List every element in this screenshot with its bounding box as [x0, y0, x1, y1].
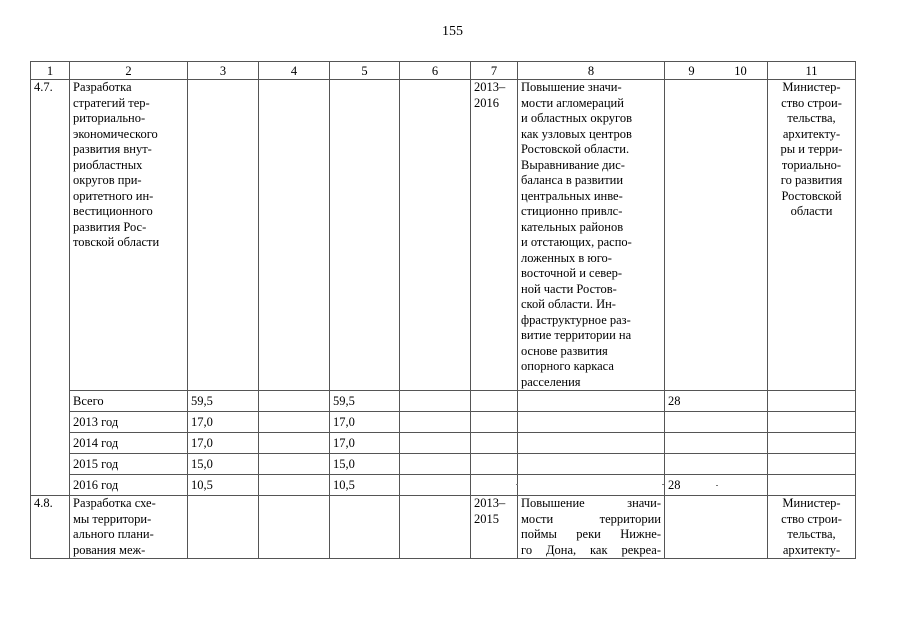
- financing-col5: 17,0: [330, 433, 400, 454]
- empty-cell: [471, 454, 518, 475]
- empty-cell: [259, 496, 330, 559]
- executor-cell: [768, 496, 856, 559]
- financing-col5: 15,0: [330, 454, 400, 475]
- table-row: [31, 80, 856, 391]
- empty-cell: [518, 433, 665, 454]
- empty-cell: [259, 391, 330, 412]
- text-line: кательных районов: [521, 219, 624, 234]
- page-number: 155: [442, 24, 463, 39]
- empty-cell: [768, 454, 856, 475]
- text-line: архитекту-: [782, 542, 841, 557]
- financing-col3: 17,0: [188, 433, 259, 454]
- text-line: тельства,: [787, 527, 836, 541]
- empty-cell: [400, 80, 471, 391]
- text-line: Министер-: [782, 496, 841, 510]
- text-line: Министер-: [782, 80, 841, 94]
- text-line: 2016: [474, 95, 499, 110]
- text-line: как узловых центров: [521, 126, 632, 141]
- text-line: Разработка: [73, 80, 132, 94]
- text-line: ной части Ростов-: [521, 281, 617, 296]
- header-col-10: 10: [734, 64, 747, 78]
- text-line: 2013–: [474, 496, 506, 510]
- empty-cell: [471, 412, 518, 433]
- period-cell: [471, 80, 518, 391]
- text-line: Повышение значи-: [521, 80, 622, 94]
- empty-cell: [400, 433, 471, 454]
- scan-speck: [516, 484, 518, 485]
- text-line: ство строи-: [781, 95, 842, 110]
- empty-cell: [330, 496, 400, 559]
- text-line: го развития: [780, 173, 843, 187]
- row-number: 4.7.: [31, 80, 70, 496]
- empty-cell: [518, 454, 665, 475]
- text-line: мости территории: [521, 511, 661, 526]
- financing-row: [31, 433, 856, 454]
- financing-col3: 17,0: [188, 412, 259, 433]
- empty-cell: [518, 391, 665, 412]
- empty-cell: [259, 433, 330, 454]
- header-col-9: 9: [688, 64, 695, 78]
- financing-label: Всего: [70, 391, 188, 412]
- text-line: риобластных: [73, 157, 143, 172]
- text-line: ской области. Ин-: [521, 297, 616, 311]
- financing-col9: 28: [665, 391, 768, 412]
- empty-cell: [768, 433, 856, 454]
- empty-cell: [400, 454, 471, 475]
- financing-row: [31, 391, 856, 412]
- empty-cell: [259, 454, 330, 475]
- text-line: центральных инве-: [521, 188, 623, 203]
- empty-cell: [768, 475, 856, 496]
- header-col-6: 6: [400, 62, 471, 80]
- financing-col9: [665, 412, 768, 433]
- text-line: расселения: [521, 374, 581, 389]
- text-line: области: [790, 204, 833, 218]
- empty-cell: [188, 80, 259, 391]
- financing-label: 2014 год: [70, 433, 188, 454]
- financing-row: [31, 412, 856, 433]
- header-col-11: 11: [768, 62, 856, 80]
- empty-cell: [259, 412, 330, 433]
- financing-col9: 28: [665, 475, 768, 496]
- empty-cell: [471, 391, 518, 412]
- header-row: [31, 62, 856, 80]
- text-line: и отстающих, распо-: [521, 235, 632, 249]
- text-line: и областных округов: [521, 111, 632, 125]
- text-line: товской области: [73, 235, 160, 249]
- empty-cell: [471, 433, 518, 454]
- expected-result: [518, 80, 665, 391]
- financing-label: 2015 год: [70, 454, 188, 475]
- empty-cell: [400, 496, 471, 559]
- financing-col3: 15,0: [188, 454, 259, 475]
- text-line: баланса в развитии: [521, 173, 624, 187]
- text-line: поймы реки Нижне-: [521, 527, 661, 541]
- scan-speck: [662, 484, 664, 485]
- empty-cell: [330, 80, 400, 391]
- header-col-5: 5: [330, 62, 400, 80]
- financing-label: 2013 год: [70, 412, 188, 433]
- financing-row: [31, 475, 856, 496]
- empty-cell: [518, 412, 665, 433]
- text-line: 2015: [474, 511, 499, 526]
- program-table: [30, 61, 856, 559]
- expected-result: [518, 496, 665, 559]
- header-col-1: 1: [31, 62, 70, 80]
- text-line: округов при-: [73, 173, 142, 187]
- header-col-9-10: [665, 62, 768, 80]
- header-col-4: 4: [259, 62, 330, 80]
- text-line: тельства,: [787, 111, 836, 125]
- text-line: ство строи-: [781, 511, 842, 526]
- text-line: риториально-: [73, 111, 146, 125]
- text-line: Ростовской области.: [521, 142, 630, 156]
- period-cell: [471, 496, 518, 559]
- text-line: витие территории на: [521, 328, 632, 342]
- empty-cell: [259, 80, 330, 391]
- text-line: архитекту-: [782, 126, 841, 141]
- financing-col5: 59,5: [330, 391, 400, 412]
- header-col-7: 7: [471, 62, 518, 80]
- empty-cell: [259, 475, 330, 496]
- text-line: опорного каркаса: [521, 359, 614, 373]
- text-line: стратегий тер-: [73, 95, 150, 110]
- text-line: развития Рос-: [73, 219, 147, 234]
- text-line: 2013–: [474, 80, 506, 94]
- row-number: 4.8.: [31, 496, 70, 559]
- measure-name: [70, 80, 188, 391]
- text-line: оритетного ин-: [73, 188, 154, 203]
- empty-cell: [665, 80, 768, 391]
- financing-col9: [665, 454, 768, 475]
- text-line: развития внут-: [73, 142, 152, 156]
- financing-col5: 17,0: [330, 412, 400, 433]
- empty-cell: [665, 496, 768, 559]
- text-line: ального плани-: [73, 527, 154, 541]
- empty-cell: [471, 475, 518, 496]
- text-line: вестиционного: [73, 204, 153, 218]
- measure-name: [70, 496, 188, 559]
- empty-cell: [400, 412, 471, 433]
- text-line: Разработка схе-: [73, 496, 156, 510]
- text-line: Ростовской: [781, 188, 842, 203]
- empty-cell: [400, 475, 471, 496]
- empty-cell: [768, 391, 856, 412]
- text-line: фраструктурное раз-: [521, 312, 631, 327]
- header-col-3: 3: [188, 62, 259, 80]
- table-row: [31, 496, 856, 559]
- financing-label: 2016 год: [70, 475, 188, 496]
- text-line: ложенных в юго-: [521, 250, 612, 265]
- text-line: стиционно привлс-: [521, 204, 623, 218]
- financing-col9: [665, 433, 768, 454]
- financing-col5: 10,5: [330, 475, 400, 496]
- header-col-8: 8: [518, 62, 665, 80]
- text-line: мы территори-: [73, 511, 152, 526]
- financing-col3: 10,5: [188, 475, 259, 496]
- text-line: ториально-: [781, 157, 842, 172]
- scan-speck: [716, 485, 718, 486]
- text-line: Повышение значи-: [521, 496, 661, 510]
- text-line: Выравнивание дис-: [521, 157, 625, 172]
- text-line: основе развития: [521, 343, 608, 358]
- financing-col3: 59,5: [188, 391, 259, 412]
- empty-cell: [188, 496, 259, 559]
- text-line: ры и терри-: [780, 142, 843, 156]
- empty-cell: [518, 475, 665, 496]
- text-line: мости агломераций: [521, 95, 624, 110]
- financing-row: [31, 454, 856, 475]
- text-line: го Дона, как рекреа-: [521, 542, 661, 557]
- empty-cell: [768, 412, 856, 433]
- text-line: восточной и север-: [521, 266, 623, 280]
- header-col-2: 2: [70, 62, 188, 80]
- executor-cell: [768, 80, 856, 391]
- empty-cell: [400, 391, 471, 412]
- text-line: рования меж-: [73, 542, 146, 557]
- text-line: экономического: [73, 126, 158, 141]
